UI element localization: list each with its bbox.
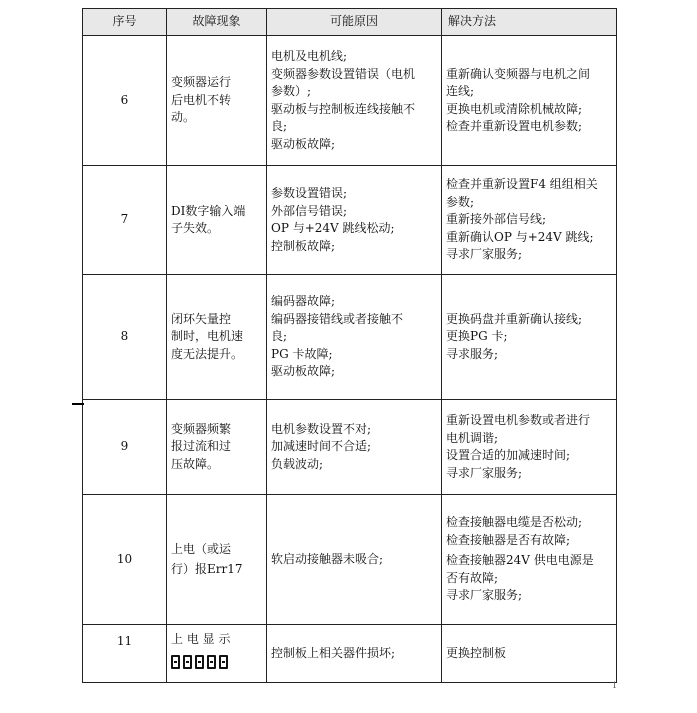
- table-row: [83, 400, 617, 495]
- solution-cell: [442, 36, 617, 166]
- table-row: [83, 36, 617, 166]
- solution-cell: [442, 625, 617, 683]
- solution-line: 检查接触器24V 供电电源是: [446, 553, 594, 568]
- cause-line: 电机参数设置不对;: [271, 421, 372, 436]
- symptom-line: 报过流和过: [171, 439, 232, 454]
- solution-line: 寻求厂家服务;: [446, 588, 523, 603]
- header-solution: 解决方法: [442, 9, 617, 36]
- row-number: 6: [83, 36, 167, 166]
- row-number: 9: [83, 400, 167, 495]
- page-rule-mark: [72, 403, 84, 405]
- symptom-line: 闭环矢量控: [171, 311, 232, 326]
- cause-line: 电机及电机线;: [271, 49, 348, 63]
- solution-cell: [442, 400, 617, 495]
- symptom-line: 动。: [171, 110, 196, 125]
- solution-line: 否有故障;: [446, 570, 499, 585]
- cause-cell: [267, 275, 442, 400]
- header-no: 序号: [83, 9, 167, 36]
- cause-line: OP 与+24V 跳线松动;: [271, 221, 395, 235]
- solution-line: 检查接触器是否有故障;: [446, 532, 571, 547]
- symptom-line: 变频器运行: [171, 75, 232, 90]
- symptom-line: 度无法提升。: [171, 346, 244, 361]
- solution-cell: [442, 166, 617, 275]
- fault-table: [82, 8, 617, 683]
- cause-line: 控制板上相关器件损坏;: [271, 645, 396, 660]
- cause-line: 负载波动;: [271, 456, 324, 471]
- symptom-line: 行）报Err17: [171, 562, 243, 576]
- symptom-cell: [167, 625, 267, 683]
- solution-line: 检查接触器电缆是否松动;: [446, 515, 583, 530]
- cause-line: 参数设置错误;: [271, 186, 348, 200]
- row-number: 7: [83, 166, 167, 275]
- table-row: [83, 166, 617, 275]
- cause-cell: [267, 495, 442, 625]
- cause-line: 驱动板与控制板连线接触不: [271, 101, 416, 116]
- row-number: 8: [83, 275, 167, 400]
- table-row: [83, 275, 617, 400]
- symptom-cell: [167, 400, 267, 495]
- corner-mark: 1: [612, 681, 618, 690]
- header-cause: 可能原因: [267, 9, 442, 36]
- symptom-line: DI数字输入端: [171, 203, 246, 218]
- solution-line: 参数;: [446, 194, 475, 209]
- solution-line: 连线;: [446, 84, 475, 98]
- cause-line: 编码器故障;: [271, 294, 336, 309]
- symptom-cell: [167, 36, 267, 166]
- cause-line: 加减速时间不合适;: [271, 439, 372, 454]
- solution-line: 设置合适的加减速时间;: [446, 448, 571, 462]
- cause-line: 控制板故障;: [271, 238, 336, 253]
- symptom-cell: [167, 495, 267, 625]
- solution-line: 检查并重新设置F4 组组相关: [446, 177, 598, 192]
- cause-line: 良;: [271, 329, 288, 344]
- seven-segment-display-icon: [171, 655, 228, 669]
- solution-line: 更换码盘并重新确认接线;: [446, 311, 583, 326]
- symptom-line: 后电机不转: [171, 92, 232, 107]
- solution-line: 寻求厂家服务;: [446, 465, 523, 480]
- symptom-cell: [167, 166, 267, 275]
- symptom-line: 压故障。: [171, 456, 220, 471]
- solution-line: 更换电机或清除机械故障;: [446, 101, 583, 116]
- row-number: 10: [83, 495, 167, 625]
- table-header-row: [83, 9, 617, 36]
- cause-line: 参数）;: [271, 84, 312, 98]
- cause-cell: [267, 166, 442, 275]
- cause-line: 良;: [271, 119, 288, 133]
- solution-line: 寻求厂家服务;: [446, 247, 523, 262]
- cause-line: 软启动接触器未吸合;: [271, 551, 384, 566]
- solution-line: 更换PG 卡;: [446, 329, 508, 344]
- symptom-line: 上 电 显 示: [171, 632, 231, 646]
- symptom-line: 变频器频繁: [171, 421, 232, 436]
- symptom-line: 制时，电机速: [171, 329, 244, 344]
- table-row: [83, 495, 617, 625]
- symptom-line: 上电（或运: [171, 541, 232, 556]
- solution-cell: [442, 495, 617, 625]
- cause-line: 编码器接错线或者接触不: [271, 311, 404, 326]
- solution-line: 重新接外部信号线;: [446, 212, 547, 227]
- solution-line: 更换控制板: [446, 645, 507, 660]
- solution-line: 重新确认OP 与+24V 跳线;: [446, 229, 594, 244]
- solution-line: 重新设置电机参数或者进行: [446, 413, 591, 427]
- symptom-cell: [167, 275, 267, 400]
- solution-line: 重新确认变频器与电机之间: [446, 66, 591, 81]
- symptom-line: 子失效。: [171, 221, 220, 235]
- header-symptom: 故障现象: [167, 9, 267, 36]
- cause-cell: [267, 36, 442, 166]
- cause-line: 驱动板故障;: [271, 364, 336, 379]
- solution-line: 电机调谐;: [446, 430, 499, 445]
- row-number: 11: [83, 625, 167, 683]
- table-row: [83, 625, 617, 683]
- cause-line: 外部信号错误;: [271, 203, 348, 218]
- cause-cell: [267, 400, 442, 495]
- solution-line: 寻求服务;: [446, 346, 499, 361]
- cause-line: 变频器参数设置错误（电机: [271, 66, 416, 81]
- cause-line: PG 卡故障;: [271, 346, 333, 361]
- cause-cell: [267, 625, 442, 683]
- solution-cell: [442, 275, 617, 400]
- solution-line: 检查并重新设置电机参数;: [446, 119, 583, 133]
- cause-line: 驱动板故障;: [271, 136, 336, 151]
